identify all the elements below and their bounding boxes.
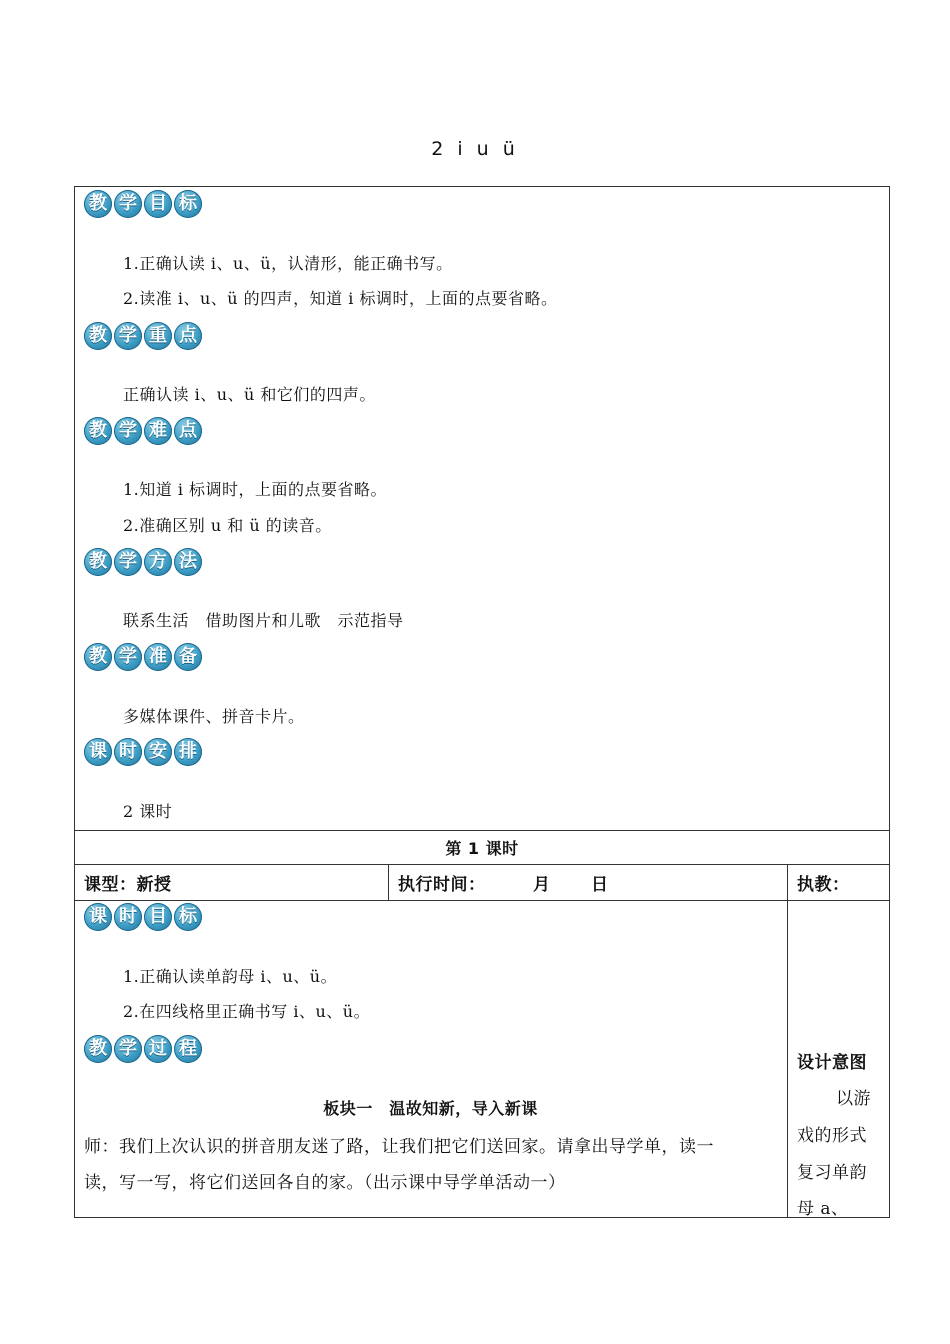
difficulty-line: 2.准确区别 u 和 ü 的读音。	[123, 516, 332, 535]
day-label: 日	[591, 875, 609, 895]
lesson-goal-line: 1.正确认读单韵母 i、u、ü。	[123, 967, 338, 986]
page-title: 2 i u ü	[431, 138, 519, 160]
objective-line: 1.正确认读 i、u、ü，认清形，能正确书写。	[123, 254, 453, 273]
difficulties-badge: 教 学 难 点	[84, 417, 204, 445]
month-label: 月	[533, 875, 551, 895]
lesson-goal-line: 2.在四线格里正确书写 i、u、ü。	[123, 1002, 371, 1021]
method-line: 联系生活 借助图片和儿歌 示范指导	[123, 611, 404, 630]
objective-line: 2.读准 i、u、ü 的四声，知道 i 标调时，上面的点要省略。	[123, 289, 558, 308]
lesson-heading: 第 1 课时	[445, 839, 519, 858]
divider	[787, 864, 788, 1218]
paragraph-line: 读，写一写，将它们送回各自的家。（出示课中导学单活动一）	[84, 1173, 566, 1193]
difficulty-line: 1.知道 i 标调时，上面的点要省略。	[123, 480, 388, 499]
lesson-goals-badge: 课 时 目 标	[84, 903, 204, 931]
divider	[74, 864, 890, 865]
design-intent-line: 戏的形式	[797, 1126, 867, 1146]
design-intent-line: 复习单韵	[797, 1163, 867, 1183]
paragraph-line: 师：我们上次认识的拼音朋友迷了路，让我们把它们送回家。请拿出导学单，读一	[84, 1137, 714, 1157]
key-point-line: 正确认读 i、u、ü 和它们的四声。	[123, 385, 376, 404]
divider	[74, 900, 890, 901]
methods-badge: 教 学 方 法	[84, 548, 204, 576]
preparation-badge: 教 学 准 备	[84, 643, 204, 671]
time-label: 执行时间：	[398, 875, 486, 895]
design-intent-line: 以游	[836, 1089, 871, 1109]
lesson-type: 课型：新授	[84, 875, 172, 895]
teacher-label: 执教：	[797, 875, 850, 895]
schedule-line: 2 课时	[123, 802, 173, 821]
block-title: 板块一 温故知新，导入新课	[323, 1099, 538, 1118]
info-table	[74, 186, 890, 831]
process-badge: 教 学 过 程	[84, 1035, 204, 1063]
divider	[388, 864, 389, 900]
key-points-badge: 教 学 重 点	[84, 322, 204, 350]
design-intent-line: 母 a、	[797, 1199, 849, 1219]
design-intent-label: 设计意图	[797, 1053, 867, 1073]
objectives-badge: 教 学 目 标	[84, 190, 204, 218]
preparation-line: 多媒体课件、拼音卡片。	[123, 707, 305, 726]
schedule-badge: 课 时 安 排	[84, 738, 204, 766]
